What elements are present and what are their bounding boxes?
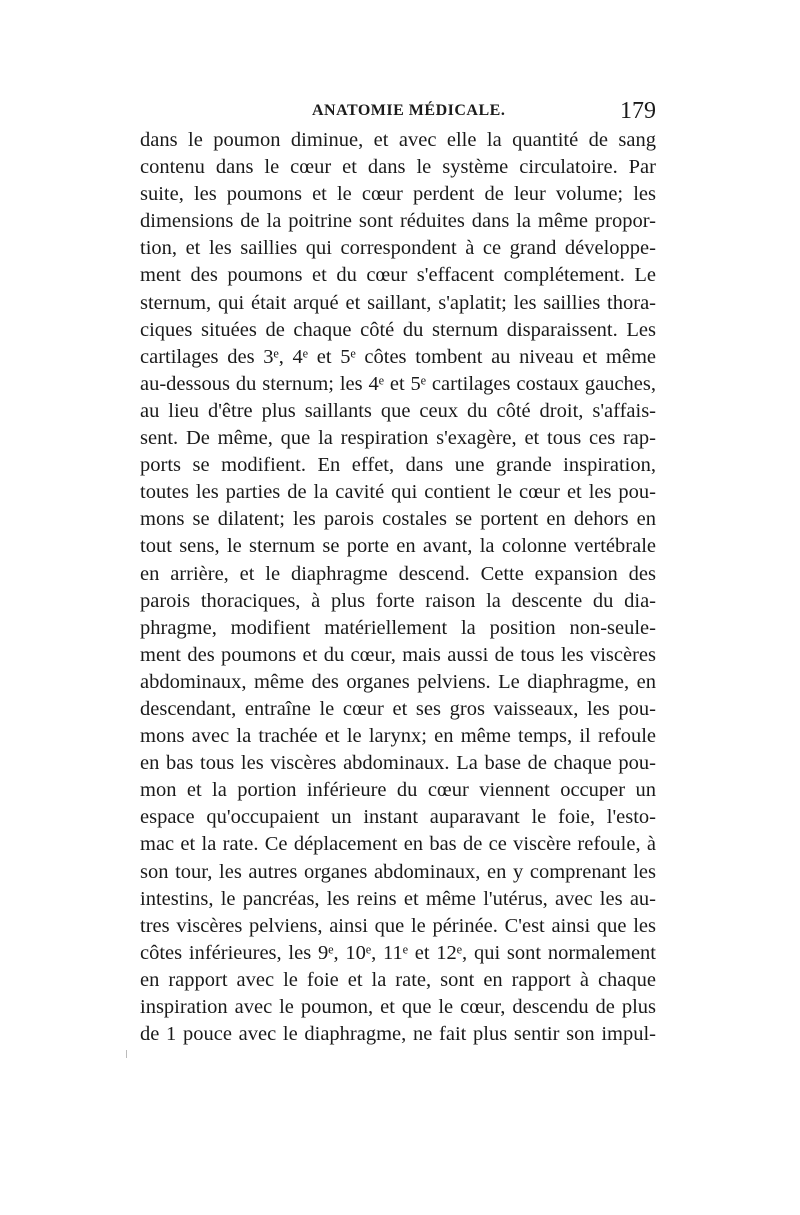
text-line: au lieu d'être plus saillants que ceux du côté droit, s'affais- (140, 399, 656, 422)
page-number: 179 (620, 98, 656, 124)
text-line: suite, les poumons et le cœur perdent de leur volume; les (140, 183, 656, 206)
text-line: toutes les parties de la cavité qui contient le cœur et les pou- (140, 481, 656, 504)
text-line: parois thoraciques, à plus forte raison la descente du dia- (140, 589, 656, 612)
text-line: côtes inférieures, les 9ᵉ, 10ᵉ, 11ᵉ et 12ᵉ, qui sont normalement (140, 941, 656, 964)
running-header (140, 96, 656, 126)
text-line: inspiration avec le poumon, et que le cœur, descendu de plus (140, 996, 656, 1018)
running-title: ANATOMIE MÉDICALE. (312, 102, 506, 119)
text-line: sent. De même, que la respiration s'exagère, et tous ces rap- (140, 427, 656, 450)
text-line: phragme, modifient matériellement la position non-seule- (140, 616, 656, 639)
text-line: en arrière, et le diaphragme descend. Cette expansion des (140, 562, 656, 585)
text-line: dans le poumon diminue, et avec elle la quantité de sang (140, 129, 656, 151)
text-line: mons avec la trachée et le larynx; en même temps, il refoule (140, 725, 656, 748)
text-line: mon et la portion inférieure du cœur viennent occuper un (140, 779, 656, 802)
text-line: ports se modifient. En effet, dans une grande inspiration, (140, 454, 656, 477)
text-line: ment des poumons et du cœur s'effacent complétement. Le (140, 264, 656, 287)
text-line: en rapport avec le foie et la rate, sont en rapport à chaque (140, 968, 656, 991)
text-line: sternum, qui était arqué et saillant, s'aplatit; les saillies thora- (140, 291, 656, 314)
text-line: abdominaux, même des organes pelviens. Le diaphragme, en (140, 670, 656, 693)
text-line: cartilages des 3ᵉ, 4ᵉ et 5ᵉ côtes tombent au niveau et même (140, 345, 656, 368)
text-line: tion, et les saillies qui correspondent à ce grand développe- (140, 237, 656, 260)
text-line: ciques situées de chaque côté du sternum disparaissent. Les (140, 318, 656, 341)
text-line: au-dessous du sternum; les 4ᵉ et 5ᵉ cartilages costaux gauches, (140, 372, 656, 395)
text-line: tout sens, le sternum se porte en avant, la colonne vertébrale (140, 535, 656, 558)
text-line: mons se dilatent; les parois costales se portent en dehors en (140, 508, 656, 531)
text-line: de 1 pouce avec le diaphragme, ne fait plus sentir son impul- (140, 1023, 656, 1046)
text-line: mac et la rate. Ce déplacement en bas de ce viscère refoule, à (140, 833, 656, 856)
body-text (140, 127, 656, 1048)
text-line: son tour, les autres organes abdominaux, en y comprenant les (140, 860, 656, 883)
text-line: intestins, le pancréas, les reins et même l'utérus, avec les au- (140, 887, 656, 910)
text-line: en bas tous les viscères abdominaux. La base de chaque pou- (140, 752, 656, 775)
text-line: espace qu'occupaient un instant auparavant le foie, l'esto- (140, 806, 656, 829)
text-line: dimensions de la poitrine sont réduites dans la même propor- (140, 210, 656, 233)
text-line: tres viscères pelviens, ainsi que le périnée. C'est ainsi que les (140, 914, 656, 937)
text-line: contenu dans le cœur et dans le système circulatoire. Par (140, 156, 656, 179)
text-line: descendant, entraîne le cœur et ses gros vaisseaux, les pou- (140, 697, 656, 720)
text-line: ment des poumons et du cœur, mais aussi de tous les viscères (140, 643, 656, 666)
margin-mark (126, 1050, 127, 1058)
